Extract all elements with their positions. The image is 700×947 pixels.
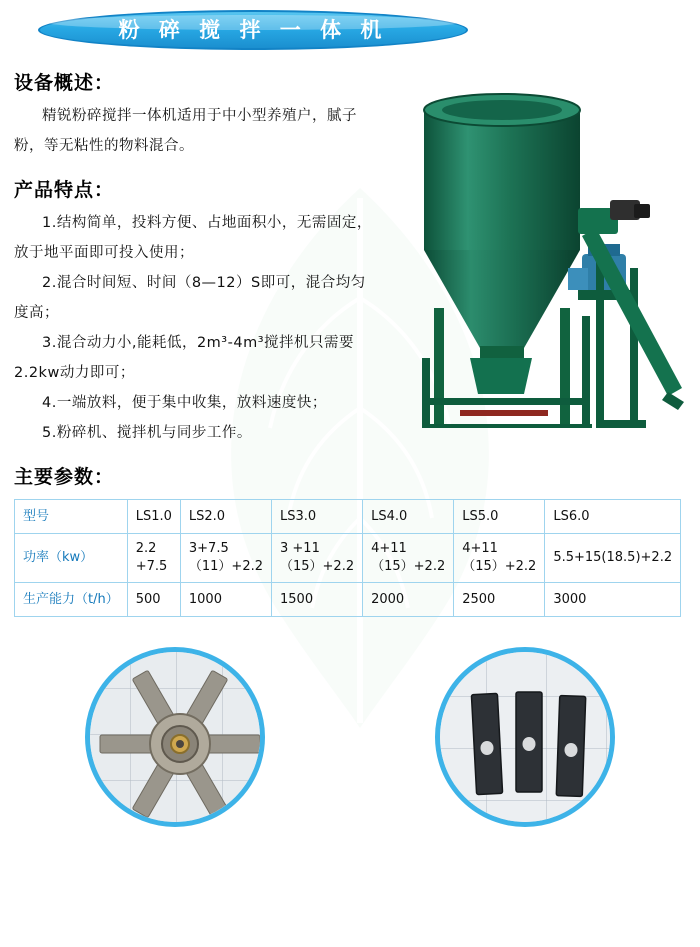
table-row bbox=[15, 583, 681, 617]
table-cell: LS5.0 bbox=[454, 500, 545, 534]
table-cell: LS3.0 bbox=[272, 500, 363, 534]
table-cell: 3 +11（15）+2.2 bbox=[272, 534, 363, 583]
overview-text: 精锐粉碎搅拌一体机适用于中小型养殖户，腻子粉，等无粘性的物料混合。 bbox=[14, 108, 357, 154]
rotor-photo-circle bbox=[85, 647, 265, 827]
table-cell: 2.2 +7.5 bbox=[127, 534, 180, 583]
page-title: 粉 碎 搅 拌 一 体 机 bbox=[118, 18, 388, 42]
table-cell: 4+11（15）+2.2 bbox=[454, 534, 545, 583]
product-datasheet-page bbox=[0, 8, 700, 827]
table-cell: 1500 bbox=[272, 583, 363, 617]
table-cell: 4+11（15）+2.2 bbox=[363, 534, 454, 583]
feature-item: 5.粉碎机、搅拌机与同步工作。 bbox=[42, 425, 252, 441]
feature-item: 2.混合时间短、时间（8—12）S即可，混合均匀度高； bbox=[14, 275, 366, 321]
row-header: 功率（kw） bbox=[15, 534, 128, 583]
table-cell: 5.5+15(18.5)+2.2 bbox=[545, 534, 681, 583]
table-cell: 500 bbox=[127, 583, 180, 617]
blades-photo-circle bbox=[435, 647, 615, 827]
features-heading: 产品特点： bbox=[14, 179, 115, 201]
row-header: 型号 bbox=[15, 500, 128, 534]
page-banner bbox=[0, 8, 700, 54]
table-row bbox=[15, 500, 681, 534]
overview-heading: 设备概述： bbox=[14, 72, 115, 94]
parameters-heading: 主要参数： bbox=[14, 466, 115, 488]
table-cell: LS6.0 bbox=[545, 500, 681, 534]
machine-photo bbox=[382, 58, 692, 428]
parameters-table-wrap bbox=[14, 499, 686, 617]
table-cell: LS2.0 bbox=[180, 500, 271, 534]
table-cell: 3000 bbox=[545, 583, 681, 617]
parameters-table bbox=[14, 499, 681, 617]
table-cell: 2500 bbox=[454, 583, 545, 617]
feature-item: 1.结构简单，投料方便、占地面积小，无需固定，放于地平面即可投入使用； bbox=[14, 215, 372, 261]
table-row bbox=[15, 534, 681, 583]
table-cell: 3+7.5（11）+2.2 bbox=[180, 534, 271, 583]
detail-photos bbox=[0, 647, 700, 827]
feature-item: 4.一端放料，便于集中收集，放料速度快； bbox=[42, 395, 327, 411]
row-header: 生产能力（t/h） bbox=[15, 583, 128, 617]
table-cell: 1000 bbox=[180, 583, 271, 617]
table-cell: LS4.0 bbox=[363, 500, 454, 534]
table-cell: LS1.0 bbox=[127, 500, 180, 534]
feature-item: 3.混合动力小,能耗低，2m³-4m³搅拌机只需要2.2kw动力即可； bbox=[14, 335, 355, 381]
table-cell: 2000 bbox=[363, 583, 454, 617]
